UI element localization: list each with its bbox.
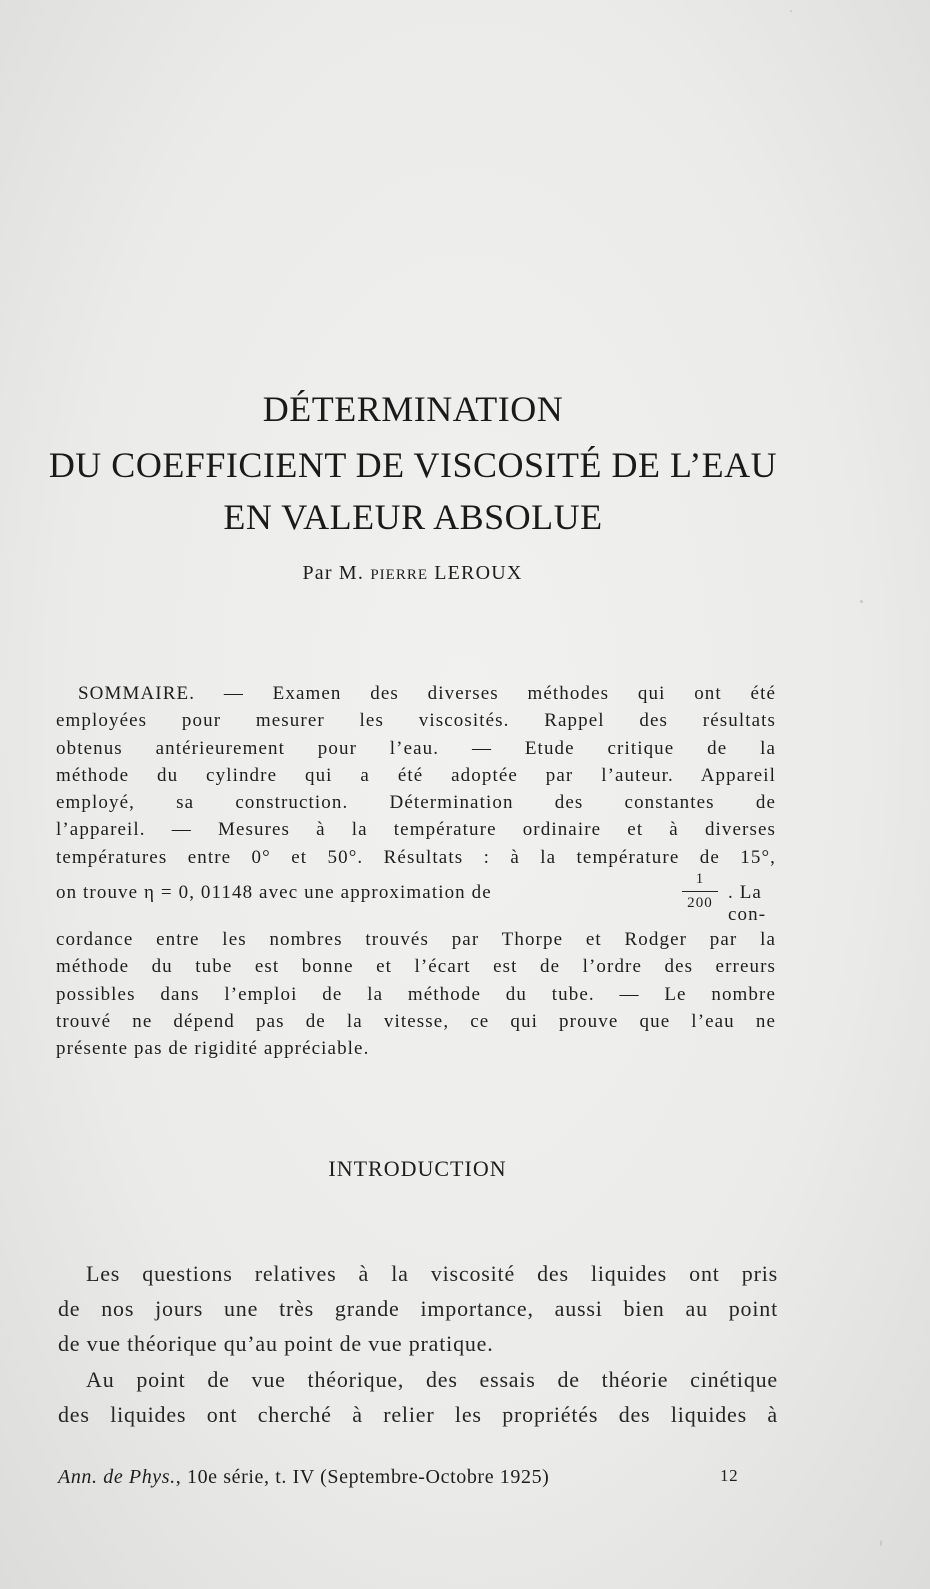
- abstract-line: présente pas de rigidité appréciable.: [56, 1038, 370, 1060]
- abstract-line: méthode du tube est bonne et l’écart est de l’ordre des erreurs: [56, 956, 776, 978]
- page-number: 12: [720, 1466, 739, 1485]
- paragraph-line: Les questions relatives à la viscosité des liquides ont pris: [86, 1261, 778, 1286]
- section-heading: INTRODUCTION: [328, 1156, 507, 1181]
- author-byline: [0, 562, 825, 585]
- abstract-line: l’appareil. — Mesures à la température ordinaire et à diverses: [56, 819, 776, 841]
- abstract-line: employées pour mesurer les viscosités. Rappel des résultats: [56, 710, 776, 732]
- paragraph-line: de vue théorique qu’au point de vue pratique.: [58, 1331, 494, 1356]
- abstract-line: trouvé ne dépend pas de la vitesse, ce qui prouve que l’eau ne: [56, 1010, 776, 1032]
- scan-speck: [790, 10, 792, 12]
- paragraph-line: des liquides ont cherché à relier les propriétés des liquides à: [58, 1402, 778, 1427]
- abstract-part-1: [56, 680, 776, 871]
- fraction: [678, 870, 722, 913]
- paragraph-1: [58, 1256, 778, 1361]
- paragraph-2: [58, 1362, 778, 1432]
- author-last-name: LEROUX: [428, 562, 523, 584]
- abstract-line: SOMMAIRE. — Examen des diverses méthodes qui ont été: [78, 683, 776, 704]
- journal-name: Ann. de Phys.: [58, 1466, 176, 1488]
- abstract-line: cordance entre les nombres trouvés par Thorpe et Rodger par la: [56, 929, 776, 950]
- fraction-bar: [682, 891, 718, 892]
- abstract-line: méthode du cylindre qui a été adoptée par l’auteur. Appareil: [56, 764, 776, 786]
- page-footer: [58, 1466, 748, 1489]
- abstract-formula-line: [56, 871, 776, 925]
- title-line-3: EN VALEUR ABSOLUE: [223, 497, 603, 537]
- title-line-2: DU COEFFICIENT DE VISCOSITÉ DE L’EAU: [48, 445, 778, 485]
- abstract-part-2: [56, 926, 776, 1062]
- journal-series: , 10e série, t. IV (Septembre-Octobre 1925): [175, 1466, 550, 1488]
- formula-text-right: . La con-: [728, 882, 767, 925]
- paragraph-line: Au point de vue théorique, des essais de théorie cinétique: [86, 1367, 778, 1392]
- byline-prefix: Par M.: [302, 562, 371, 584]
- abstract-line: températures entre 0° et 50°. Résultats : à la température de 15°,: [56, 846, 776, 868]
- fraction-denominator: 200: [687, 895, 713, 911]
- formula-text-left: on trouve η = 0, 01148 avec une approximation de: [56, 882, 492, 903]
- scan-speck: [860, 600, 863, 603]
- author-first-name: PIERRE: [370, 567, 428, 583]
- title-line-1: DÉTERMINATION: [262, 389, 564, 429]
- scan-speck: [880, 1540, 882, 1546]
- abstract-line: obtenus antérieurement pour l’eau. — Etude critique de la: [56, 737, 776, 759]
- abstract-line: possibles dans l’emploi de la méthode du tube. — Le nombre: [56, 983, 776, 1005]
- fraction-numerator: 1: [695, 871, 705, 887]
- paragraph-line: de nos jours une très grande importance, aussi bien au point: [58, 1296, 778, 1321]
- abstract-line: employé, sa construction. Détermination des constantes de: [56, 792, 776, 814]
